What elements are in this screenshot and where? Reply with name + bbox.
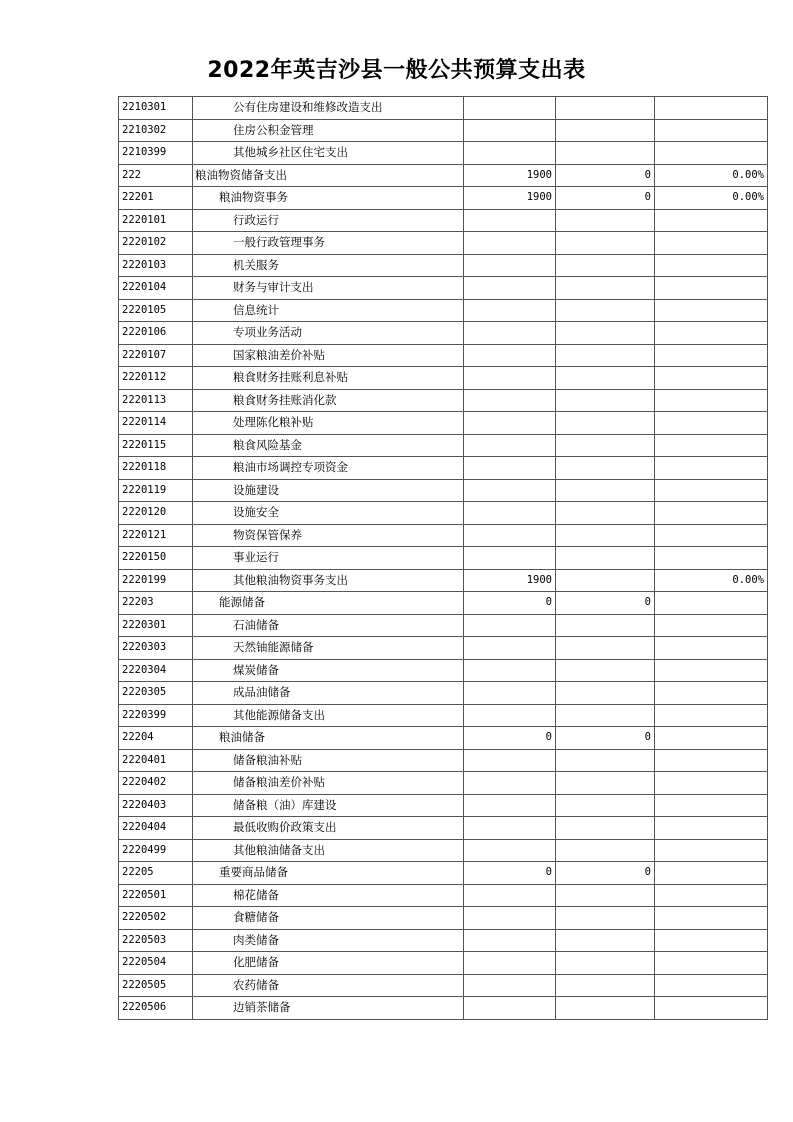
row-actual: 0 xyxy=(556,862,655,885)
row-code: 2220101 xyxy=(119,209,193,232)
row-budget xyxy=(464,682,556,705)
row-actual xyxy=(556,952,655,975)
table-row xyxy=(119,794,768,817)
row-budget xyxy=(464,209,556,232)
row-actual xyxy=(556,142,655,165)
row-rate xyxy=(655,974,768,997)
table-row xyxy=(119,142,768,165)
row-budget xyxy=(464,434,556,457)
row-code: 2220115 xyxy=(119,434,193,457)
row-budget xyxy=(464,952,556,975)
row-actual xyxy=(556,412,655,435)
row-rate xyxy=(655,704,768,727)
row-name: 肉类储备 xyxy=(193,929,464,952)
row-code: 2220112 xyxy=(119,367,193,390)
row-code: 22204 xyxy=(119,727,193,750)
row-budget xyxy=(464,119,556,142)
table-row xyxy=(119,974,768,997)
row-budget xyxy=(464,659,556,682)
row-rate xyxy=(655,772,768,795)
row-actual xyxy=(556,704,655,727)
row-code: 222 xyxy=(119,164,193,187)
table-row xyxy=(119,232,768,255)
row-budget xyxy=(464,749,556,772)
row-actual xyxy=(556,569,655,592)
row-budget xyxy=(464,232,556,255)
row-rate xyxy=(655,952,768,975)
row-name: 粮油市场调控专项资金 xyxy=(193,457,464,480)
row-name: 能源储备 xyxy=(193,592,464,615)
row-actual xyxy=(556,502,655,525)
row-budget xyxy=(464,974,556,997)
row-rate xyxy=(655,479,768,502)
row-name: 机关服务 xyxy=(193,254,464,277)
row-code: 2220301 xyxy=(119,614,193,637)
row-budget xyxy=(464,614,556,637)
row-rate xyxy=(655,277,768,300)
row-name: 事业运行 xyxy=(193,547,464,570)
table-row xyxy=(119,569,768,592)
row-budget xyxy=(464,502,556,525)
row-budget xyxy=(464,547,556,570)
row-rate xyxy=(655,862,768,885)
row-name: 信息统计 xyxy=(193,299,464,322)
row-code: 2220502 xyxy=(119,907,193,930)
row-code: 2220105 xyxy=(119,299,193,322)
table-row xyxy=(119,164,768,187)
table-row xyxy=(119,209,768,232)
table-row xyxy=(119,389,768,412)
row-rate xyxy=(655,97,768,120)
table-row xyxy=(119,502,768,525)
row-code: 2220120 xyxy=(119,502,193,525)
row-code: 2220504 xyxy=(119,952,193,975)
table-row xyxy=(119,277,768,300)
row-code: 22201 xyxy=(119,187,193,210)
table-row xyxy=(119,749,768,772)
row-actual xyxy=(556,547,655,570)
row-actual xyxy=(556,637,655,660)
row-name: 粮食财务挂账消化款 xyxy=(193,389,464,412)
row-code: 2220104 xyxy=(119,277,193,300)
row-name: 国家粮油差价补贴 xyxy=(193,344,464,367)
row-actual xyxy=(556,232,655,255)
row-rate xyxy=(655,502,768,525)
row-budget xyxy=(464,457,556,480)
row-code: 2220503 xyxy=(119,929,193,952)
row-rate xyxy=(655,344,768,367)
row-rate xyxy=(655,119,768,142)
row-name: 其他城乡社区住宅支出 xyxy=(193,142,464,165)
row-actual: 0 xyxy=(556,164,655,187)
row-rate xyxy=(655,727,768,750)
table-row xyxy=(119,952,768,975)
row-budget xyxy=(464,839,556,862)
row-code: 22203 xyxy=(119,592,193,615)
table-row xyxy=(119,862,768,885)
table-row xyxy=(119,97,768,120)
row-actual xyxy=(556,817,655,840)
row-actual: 0 xyxy=(556,592,655,615)
row-code: 2220107 xyxy=(119,344,193,367)
row-code: 2220121 xyxy=(119,524,193,547)
table-row xyxy=(119,547,768,570)
row-budget xyxy=(464,322,556,345)
row-name: 粮油储备 xyxy=(193,727,464,750)
row-name: 粮食风险基金 xyxy=(193,434,464,457)
row-name: 食糖储备 xyxy=(193,907,464,930)
row-rate xyxy=(655,817,768,840)
row-budget: 1900 xyxy=(464,164,556,187)
row-code: 2220399 xyxy=(119,704,193,727)
row-code: 2220304 xyxy=(119,659,193,682)
row-name: 最低收购价政策支出 xyxy=(193,817,464,840)
row-actual xyxy=(556,254,655,277)
row-rate xyxy=(655,884,768,907)
row-budget xyxy=(464,907,556,930)
row-actual xyxy=(556,682,655,705)
row-name: 棉花储备 xyxy=(193,884,464,907)
row-code: 2220114 xyxy=(119,412,193,435)
row-code: 2220506 xyxy=(119,997,193,1020)
row-code: 2220305 xyxy=(119,682,193,705)
row-name: 边销茶储备 xyxy=(193,997,464,1020)
row-name: 专项业务活动 xyxy=(193,322,464,345)
row-budget: 1900 xyxy=(464,187,556,210)
row-code: 2220106 xyxy=(119,322,193,345)
row-budget: 0 xyxy=(464,862,556,885)
row-name: 天然铀能源储备 xyxy=(193,637,464,660)
row-rate xyxy=(655,929,768,952)
row-budget xyxy=(464,412,556,435)
table-row xyxy=(119,659,768,682)
row-name: 化肥储备 xyxy=(193,952,464,975)
row-name: 住房公积金管理 xyxy=(193,119,464,142)
row-name: 重要商品储备 xyxy=(193,862,464,885)
row-code: 2220402 xyxy=(119,772,193,795)
row-name: 煤炭储备 xyxy=(193,659,464,682)
row-name: 储备粮油差价补贴 xyxy=(193,772,464,795)
table-row xyxy=(119,479,768,502)
row-budget xyxy=(464,929,556,952)
row-name: 一般行政管理事务 xyxy=(193,232,464,255)
row-actual xyxy=(556,299,655,322)
row-actual xyxy=(556,457,655,480)
row-code: 22205 xyxy=(119,862,193,885)
row-name: 粮油物资事务 xyxy=(193,187,464,210)
row-actual xyxy=(556,772,655,795)
row-budget xyxy=(464,997,556,1020)
row-rate xyxy=(655,389,768,412)
row-code: 2210399 xyxy=(119,142,193,165)
table-row xyxy=(119,727,768,750)
row-budget: 1900 xyxy=(464,569,556,592)
row-code: 2210301 xyxy=(119,97,193,120)
row-actual xyxy=(556,367,655,390)
row-rate xyxy=(655,907,768,930)
row-code: 2220150 xyxy=(119,547,193,570)
row-rate: 0.00% xyxy=(655,569,768,592)
row-name: 石油储备 xyxy=(193,614,464,637)
row-budget xyxy=(464,367,556,390)
row-actual xyxy=(556,839,655,862)
row-rate xyxy=(655,434,768,457)
row-rate xyxy=(655,412,768,435)
row-budget xyxy=(464,524,556,547)
row-budget: 0 xyxy=(464,727,556,750)
row-rate xyxy=(655,839,768,862)
row-name: 储备粮（油）库建设 xyxy=(193,794,464,817)
row-rate xyxy=(655,322,768,345)
row-actual xyxy=(556,907,655,930)
row-budget xyxy=(464,704,556,727)
row-actual xyxy=(556,479,655,502)
row-actual xyxy=(556,614,655,637)
table-row xyxy=(119,614,768,637)
row-rate xyxy=(655,142,768,165)
row-budget xyxy=(464,794,556,817)
row-name: 其他粮油物资事务支出 xyxy=(193,569,464,592)
row-budget xyxy=(464,299,556,322)
row-actual xyxy=(556,389,655,412)
row-actual xyxy=(556,277,655,300)
row-code: 2220118 xyxy=(119,457,193,480)
row-actual xyxy=(556,524,655,547)
row-name: 粮食财务挂账利息补贴 xyxy=(193,367,464,390)
budget-table xyxy=(118,96,768,1020)
row-code: 2220102 xyxy=(119,232,193,255)
table-row xyxy=(119,434,768,457)
row-budget xyxy=(464,254,556,277)
row-name: 粮油物资储备支出 xyxy=(193,164,464,187)
table-row xyxy=(119,322,768,345)
row-code: 2210302 xyxy=(119,119,193,142)
table-row xyxy=(119,997,768,1020)
row-budget: 0 xyxy=(464,592,556,615)
table-row xyxy=(119,254,768,277)
row-rate xyxy=(655,524,768,547)
row-rate xyxy=(655,749,768,772)
row-rate xyxy=(655,254,768,277)
table-row xyxy=(119,524,768,547)
row-rate xyxy=(655,659,768,682)
row-name: 设施建设 xyxy=(193,479,464,502)
table-row xyxy=(119,929,768,952)
row-code: 2220303 xyxy=(119,637,193,660)
page-title: 2022年英吉沙县一般公共预算支出表 xyxy=(207,58,586,83)
row-rate xyxy=(655,637,768,660)
row-actual: 0 xyxy=(556,727,655,750)
row-actual xyxy=(556,929,655,952)
table-row xyxy=(119,412,768,435)
row-code: 2220505 xyxy=(119,974,193,997)
table-row xyxy=(119,592,768,615)
row-rate xyxy=(655,457,768,480)
row-actual xyxy=(556,97,655,120)
table-row xyxy=(119,457,768,480)
table-row xyxy=(119,907,768,930)
table-row xyxy=(119,367,768,390)
row-rate xyxy=(655,794,768,817)
row-actual xyxy=(556,322,655,345)
row-budget xyxy=(464,142,556,165)
row-actual: 0 xyxy=(556,187,655,210)
row-actual xyxy=(556,974,655,997)
table-row xyxy=(119,344,768,367)
row-rate xyxy=(655,367,768,390)
row-code: 2220401 xyxy=(119,749,193,772)
row-budget xyxy=(464,637,556,660)
row-actual xyxy=(556,119,655,142)
table-row xyxy=(119,817,768,840)
row-actual xyxy=(556,997,655,1020)
row-name: 公有住房建设和维修改造支出 xyxy=(193,97,464,120)
table-row xyxy=(119,704,768,727)
row-name: 其他粮油储备支出 xyxy=(193,839,464,862)
row-name: 设施安全 xyxy=(193,502,464,525)
row-rate xyxy=(655,232,768,255)
table-row xyxy=(119,187,768,210)
row-actual xyxy=(556,209,655,232)
row-code: 2220403 xyxy=(119,794,193,817)
row-actual xyxy=(556,884,655,907)
row-code: 2220113 xyxy=(119,389,193,412)
row-budget xyxy=(464,479,556,502)
table-row xyxy=(119,119,768,142)
row-actual xyxy=(556,659,655,682)
row-rate xyxy=(655,547,768,570)
row-budget xyxy=(464,817,556,840)
row-code: 2220119 xyxy=(119,479,193,502)
row-rate xyxy=(655,682,768,705)
table-row xyxy=(119,299,768,322)
table-row xyxy=(119,637,768,660)
row-budget xyxy=(464,277,556,300)
table-row xyxy=(119,839,768,862)
row-code: 2220199 xyxy=(119,569,193,592)
table-row xyxy=(119,682,768,705)
row-actual xyxy=(556,344,655,367)
table-row xyxy=(119,772,768,795)
row-rate xyxy=(655,299,768,322)
row-rate: 0.00% xyxy=(655,164,768,187)
row-rate xyxy=(655,592,768,615)
row-rate: 0.00% xyxy=(655,187,768,210)
row-budget xyxy=(464,884,556,907)
row-name: 财务与审计支出 xyxy=(193,277,464,300)
table-row xyxy=(119,884,768,907)
row-name: 农药储备 xyxy=(193,974,464,997)
row-budget xyxy=(464,772,556,795)
row-code: 2220103 xyxy=(119,254,193,277)
row-actual xyxy=(556,794,655,817)
row-actual xyxy=(556,749,655,772)
row-rate xyxy=(655,997,768,1020)
row-name: 行政运行 xyxy=(193,209,464,232)
row-name: 处理陈化粮补贴 xyxy=(193,412,464,435)
row-name: 物资保管保养 xyxy=(193,524,464,547)
row-rate xyxy=(655,209,768,232)
row-budget xyxy=(464,389,556,412)
row-code: 2220499 xyxy=(119,839,193,862)
row-name: 成品油储备 xyxy=(193,682,464,705)
row-rate xyxy=(655,614,768,637)
row-name: 其他能源储备支出 xyxy=(193,704,464,727)
row-code: 2220501 xyxy=(119,884,193,907)
budget-table-body xyxy=(119,97,768,1020)
row-code: 2220404 xyxy=(119,817,193,840)
row-budget xyxy=(464,344,556,367)
row-actual xyxy=(556,434,655,457)
row-budget xyxy=(464,97,556,120)
row-name: 储备粮油补贴 xyxy=(193,749,464,772)
